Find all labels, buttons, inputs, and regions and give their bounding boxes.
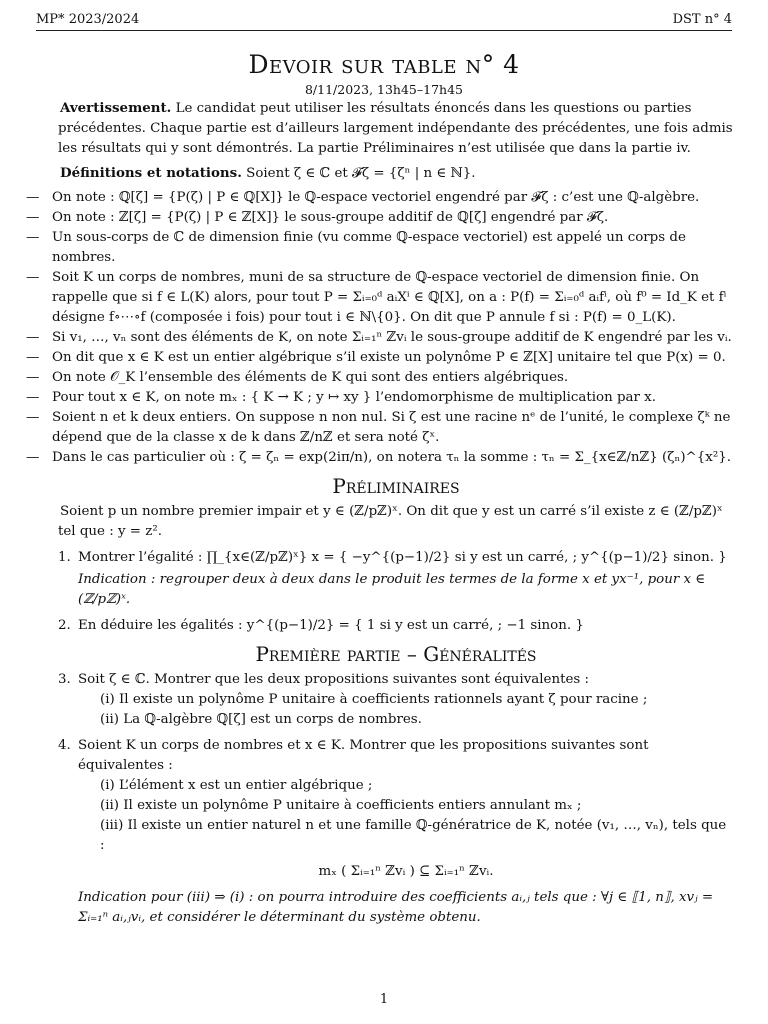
definition-text: Soient n et k deux entiers. On suppose n non nul. Si ζ est une racine nᵉ de l’unité, le complexe ζᵏ ne dépend que de la classe x de k dans ℤ/nℤ et sera noté ζˣ. [52,410,731,445]
question-sub-item: (ii) La ℚ-algèbre ℚ[ζ] est un corps de nombres. [100,712,422,727]
definition-text: On note : ℤ[ζ] = {P(ζ) | P ∈ ℤ[X]} le sous-groupe additif de ℚ[ζ] engendré par 𝓕ζ. [52,210,609,225]
question-text: Soient K un corps de nombres et x ∈ K. Montrer que les propositions suivantes sont équivalentes : [78,738,649,773]
definition-item: — Un sous-corps de ℂ de dimension finie (vu comme ℚ-espace vectoriel) est appelé un corps de nombres. [26,230,686,265]
definition-text: On note : ℚ[ζ] = {P(ζ) | P ∈ ℚ[X]} le ℚ-espace vectoriel engendré par 𝓕ζ : c’est une ℚ-algèbre. [52,190,700,205]
question-3 [58,670,734,730]
question-formula: mₓ ( Σᵢ₌₁ⁿ ℤvᵢ ) ⊆ Σᵢ₌₁ⁿ ℤvᵢ. [318,864,494,879]
header-rule [36,30,732,31]
header-left: MP* 2023/2024 [36,12,140,27]
definition-item: — Soient n et k deux entiers. On suppose n non nul. Si ζ est une racine nᵉ de l’unité, le complexe ζᵏ ne dépend que de la classe x de k dans ℤ/nℤ et sera noté ζˣ. [26,410,731,445]
definitions-text: Soient ζ ∈ ℂ et 𝓕ζ = {ζⁿ | n ∈ ℕ}. [246,166,476,181]
question-text: En déduire les égalités : y^{(p−1)/2} = { 1 si y est un carré, ; −1 sinon. } [78,618,584,633]
question-number: 3. [58,672,71,687]
question-hint: Indication pour (iii) ⇒ (i) : on pourra introduire des coefficients aᵢ,ⱼ tels que : ∀j ∈ ⟦1, n⟧, xvⱼ = Σᵢ₌₁ⁿ aᵢ,ⱼvᵢ, et considérer le déterminant du système obtenu. [78,890,714,925]
definition-text: On dit que x ∈ K est un entier algébrique s’il existe un polynôme P ∈ ℤ[X] unitaire tel que P(x) = 0. [52,350,726,365]
definitions-intro [58,163,734,184]
definitions-label: Définitions et notations. [60,165,242,181]
question-sub-item: (iii) Il existe un entier naturel n et une famille ℚ-génératrice de K, notée (v₁, …, vₙ), tels que : [100,818,727,853]
page-title: Devoir sur table n° 4 [248,50,520,79]
definition-item: — On note 𝒪_K l’ensemble des éléments de K qui sont des entiers algébriques. [26,370,569,385]
definition-item: — On note : ℤ[ζ] = {P(ζ) | P ∈ ℤ[X]} le sous-groupe additif de ℚ[ζ] engendré par 𝓕ζ. [26,210,609,225]
definition-text: Soit K un corps de nombres, muni de sa structure de ℚ-espace vectoriel de dimension finie. On rappelle que si f ∈ L(K) alors, pour tout P = Σᵢ₌₀ᵈ aᵢXⁱ ∈ ℚ[X], on a : P(f) = Σᵢ₌₀ᵈ aᵢfⁱ, où f⁰ = Id_K et fⁱ désigne f∘⋯∘f (composée i fois) pour tout i ∈ ℕ\{0}. On dit que P annule f si : P(f) = 0_L(K). [52,270,727,325]
definition-item: — On dit que x ∈ K est un entier algébrique s’il existe un polynôme P ∈ ℤ[X] unitaire tel que P(x) = 0. [26,350,726,365]
definition-item: — Pour tout x ∈ K, on note mₓ : { K → K ; y ↦ xy } l’endomorphisme de multiplication par x. [26,390,656,405]
question-number: 4. [58,738,71,753]
definition-item: — Si v₁, …, vₙ sont des éléments de K, on note Σᵢ₌₁ⁿ ℤvᵢ le sous-groupe additif de K engendré par les vᵢ. [26,330,732,345]
definition-item: — On note : ℚ[ζ] = {P(ζ) | P ∈ ℚ[X]} le ℚ-espace vectoriel engendré par 𝓕ζ : c’est une ℚ-algèbre. [26,190,700,205]
exam-body [26,98,734,928]
question-number: 2. [58,618,71,633]
question-4 [58,736,734,928]
definition-item: — Soit K un corps de nombres, muni de sa structure de ℚ-espace vectoriel de dimension finie. On rappelle que si f ∈ L(K) alors, pour tout P = Σᵢ₌₀ᵈ aᵢXⁱ ∈ ℚ[X], on a : P(f) = Σᵢ₌₀ᵈ aᵢfⁱ, où f⁰ = Id_K et fⁱ désigne f∘⋯∘f (composée i fois) pour tout i ∈ ℕ\{0}. On dit que P annule f si : P(f) = 0_L(K). [26,270,727,325]
question-text: Soit ζ ∈ ℂ. Montrer que les deux propositions suivantes sont équivalentes : [78,672,590,687]
definition-item: — Dans le cas particulier où : ζ = ζₙ = exp(2iπ/n), on notera τₙ la somme : τₙ = Σ_{x∈ℤ/nℤ} (ζₙ)^{x²}. [26,450,731,465]
question-sub-item: (i) L’élément x est un entier algébrique ; [100,778,373,793]
warning-text: Le candidat peut utiliser les résultats énoncés dans les questions ou parties précédentes. Chaque partie est d’ailleurs largement indépendante des précédentes, une fois admis les résultats qui y sont démontrés. La partie Préliminaires n’est utilisée que dans la partie iv. [58,101,733,156]
question-text: Montrer l’égalité : ∏_{x∈(ℤ/pℤ)ˣ} x = { −y^{(p−1)/2} si y est un carré, ; y^{(p−1)/2} sinon. } [78,550,727,565]
definition-text: Pour tout x ∈ K, on note mₓ : { K → K ; y ↦ xy } l’endomorphisme de multiplication par x. [52,390,656,405]
warning-label: Avertissement. [60,100,172,116]
question-hint: Indication : regrouper deux à deux dans le produit les termes de la forme x et yx⁻¹, pour x ∈ (ℤ/pℤ)ˣ. [78,572,706,607]
question-1 [58,548,734,610]
section-heading-preliminaires: Préliminaires [332,474,460,498]
section-heading-part1: Première partie – Généralités [255,642,537,666]
definition-text: On note 𝒪_K l’ensemble des éléments de K qui sont des entiers algébriques. [52,370,569,385]
definition-text: Si v₁, …, vₙ sont des éléments de K, on note Σᵢ₌₁ⁿ ℤvᵢ le sous-groupe additif de K engendré par les vᵢ. [52,330,732,345]
question-number: 1. [58,550,71,565]
question-sub-item: (i) Il existe un polynôme P unitaire à coefficients rationnels ayant ζ pour racine ; [100,692,648,707]
definition-text: Un sous-corps de ℂ de dimension finie (vu comme ℚ-espace vectoriel) est appelé un corps de nombres. [52,230,686,265]
warning-paragraph [58,98,734,159]
page-number: 1 [379,992,389,1007]
definition-text: Dans le cas particulier où : ζ = ζₙ = exp(2iπ/n), on notera τₙ la somme : τₙ = Σ_{x∈ℤ/nℤ} (ζₙ)^{x²}. [52,450,731,465]
question-sub-item: (ii) Il existe un polynôme P unitaire à coefficients entiers annulant mₓ ; [100,798,582,813]
prelim-intro: Soient p un nombre premier impair et y ∈ (ℤ/pℤ)ˣ. On dit que y est un carré s’il existe z ∈ (ℤ/pℤ)ˣ tel que : y = z². [58,504,723,539]
question-2 [58,616,734,636]
header-right: DST n° 4 [672,12,732,27]
exam-date: 8/11/2023, 13h45–17h45 [304,82,463,97]
